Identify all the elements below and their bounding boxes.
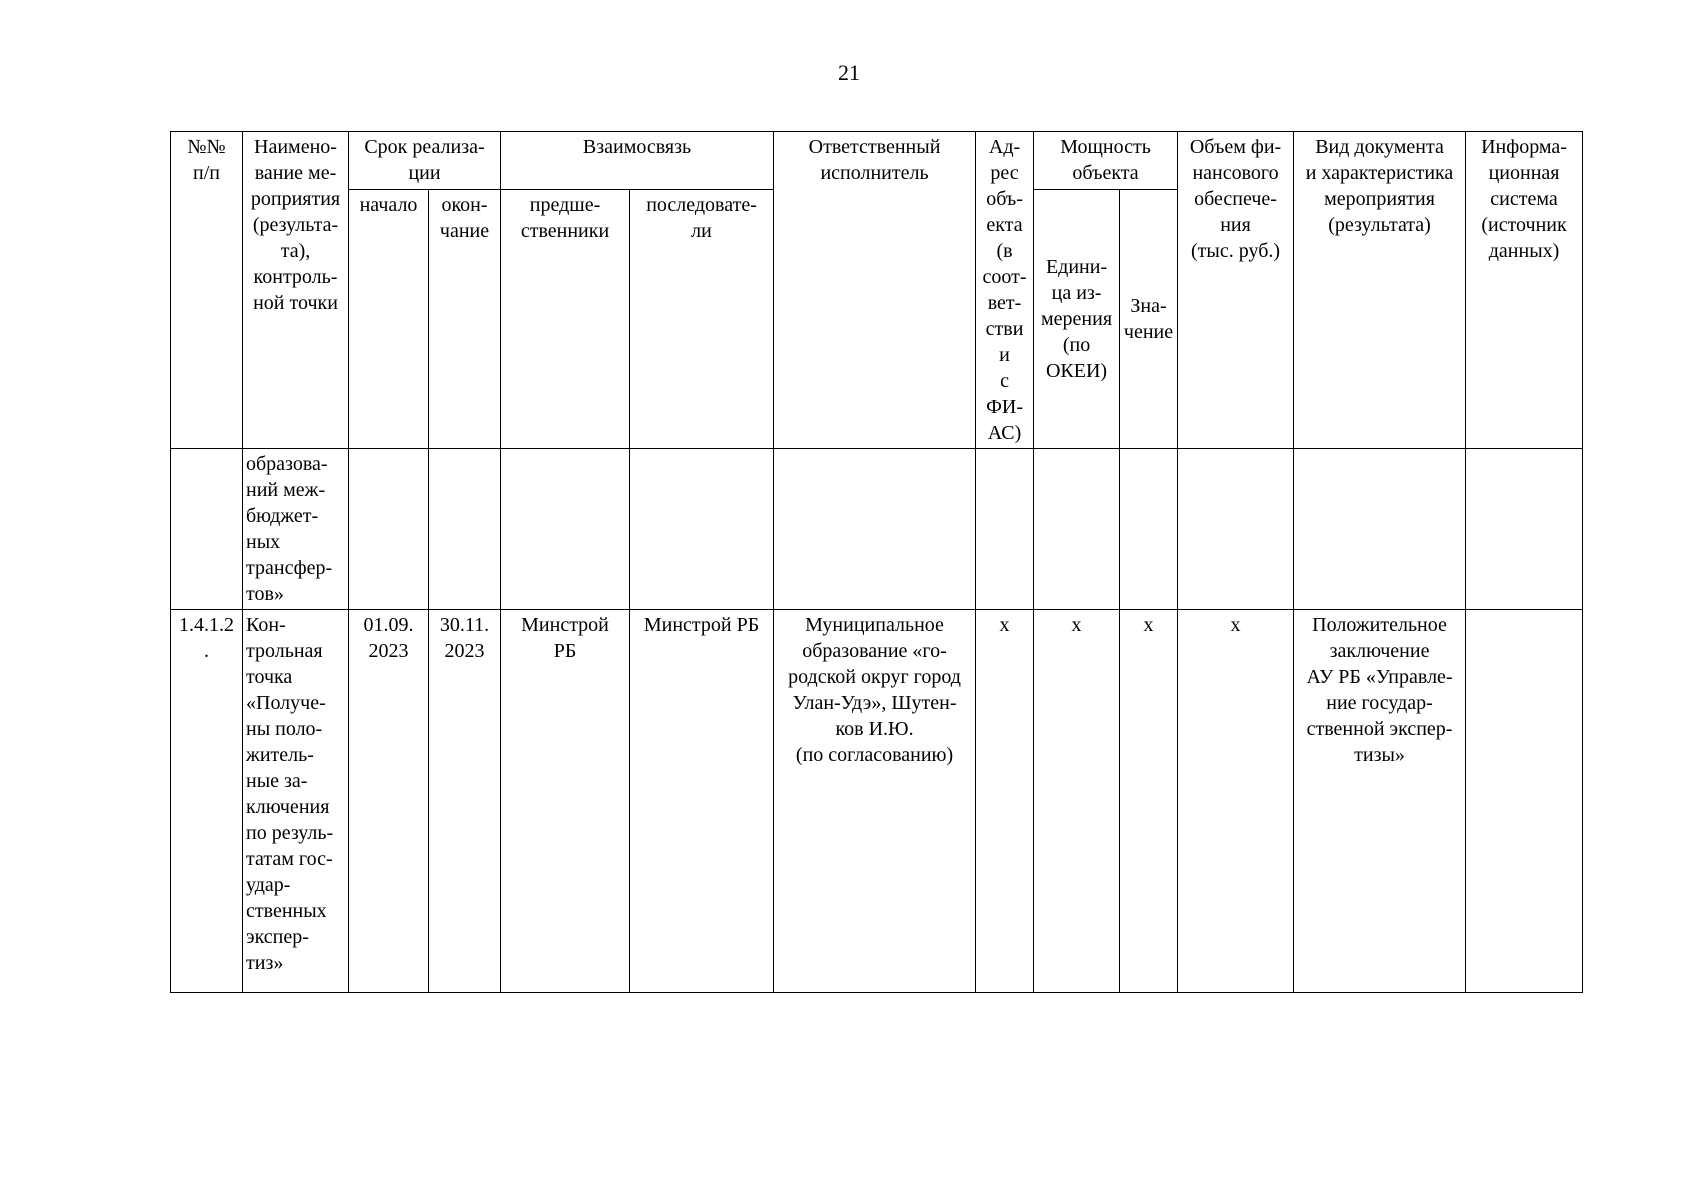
header-finance: Объем фи- нансового обеспече- ния (тыс. руб.) [1178, 132, 1294, 449]
cell-start [349, 449, 429, 610]
cell-name: Кон- трольная точка «Получе- ны поло- житель- ные за- ключения по резуль- татам гос- удар- ственных экспер- тиз» [243, 610, 349, 993]
events-table [170, 131, 1583, 993]
cell-info-system [1466, 610, 1583, 993]
cell-value: х [1120, 610, 1178, 993]
cell-successors [630, 449, 774, 610]
header-info-system: Информа- ционная система (источник данных) [1466, 132, 1583, 449]
cell-finance [1178, 449, 1294, 610]
header-predecessors: предше- ственники [501, 189, 630, 448]
header-term: Срок реализа- ции [349, 132, 501, 190]
cell-finance: х [1178, 610, 1294, 993]
cell-address: х [976, 610, 1034, 993]
cell-info-system [1466, 449, 1583, 610]
cell-predecessors [501, 449, 630, 610]
cell-address [976, 449, 1034, 610]
cell-responsible [774, 449, 976, 610]
cell-unit [1034, 449, 1120, 610]
header-address: Ад- рес объ- екта (в соот- вет- стви и с ФИ- АС) [976, 132, 1034, 449]
cell-responsible: Муниципальное образование «го- родской округ город Улан-Удэ», Шутен- ков И.Ю. (по согласованию) [774, 610, 976, 993]
cell-predecessors: Минстрой РБ [501, 610, 630, 993]
cell-num: 1.4.1.2 . [171, 610, 243, 993]
header-relation: Взаимосвязь [501, 132, 774, 190]
cell-document [1294, 449, 1466, 610]
header-successors: последовате- ли [630, 189, 774, 448]
table-header [171, 132, 1583, 449]
cell-successors: Минстрой РБ [630, 610, 774, 993]
header-term-start: начало [349, 189, 429, 448]
header-value: Зна- чение [1120, 189, 1178, 448]
header-name: Наимено- вание ме- роприятия (результа- та), контроль- ной точки [243, 132, 349, 449]
cell-unit: х [1034, 610, 1120, 993]
table-row [171, 610, 1583, 993]
cell-end [429, 449, 501, 610]
header-num: №№ п/п [171, 132, 243, 449]
header-term-end: окон- чание [429, 189, 501, 448]
header-unit: Едини- ца из- мерения (по ОКЕИ) [1034, 189, 1120, 448]
cell-value [1120, 449, 1178, 610]
cell-start: 01.09. 2023 [349, 610, 429, 993]
cell-num [171, 449, 243, 610]
page-number: 21 [838, 60, 860, 85]
header-capacity: Мощность объекта [1034, 132, 1178, 190]
cell-name: образова- ний меж- бюджет- ных трансфер- тов» [243, 449, 349, 610]
header-responsible: Ответственный исполнитель [774, 132, 976, 449]
table-row [171, 449, 1583, 610]
cell-document: Положительное заключение АУ РБ «Управле- ние государ- ственной экспер- тизы» [1294, 610, 1466, 993]
header-document: Вид документа и характеристика мероприятия (результата) [1294, 132, 1466, 449]
cell-end: 30.11. 2023 [429, 610, 501, 993]
